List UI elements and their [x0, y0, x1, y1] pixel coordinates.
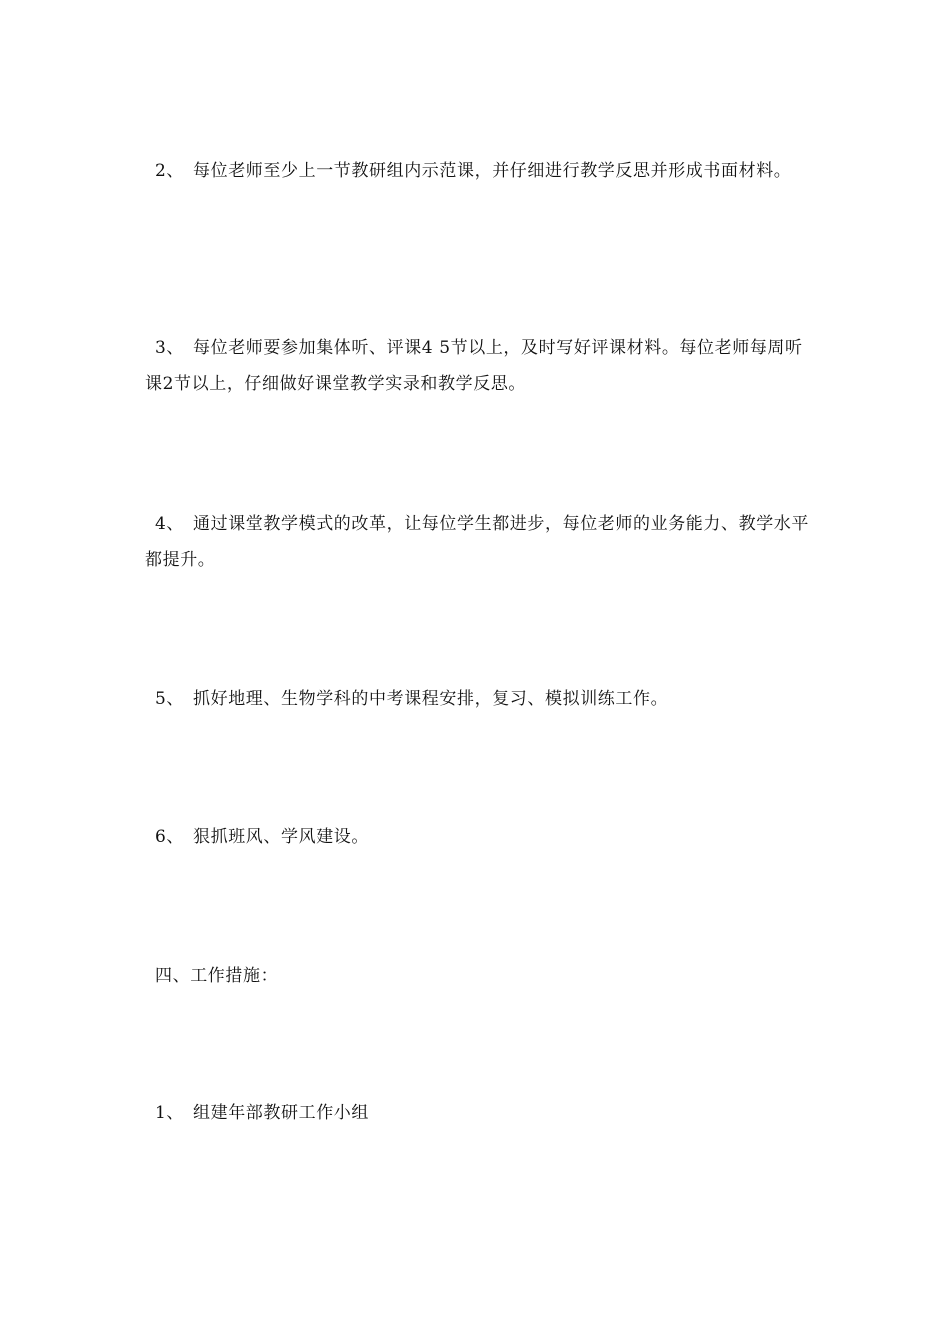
paragraph-measure-1 [145, 1095, 810, 1131]
item-text: 每位老师要参加集体听、评课4 5节以上，及时写好评课材料。每位老师每周听课2节以上，仔细做好课堂教学实录和教学反思。 [145, 338, 803, 394]
paragraph-item-4 [145, 506, 810, 578]
paragraph-item-6 [145, 819, 810, 855]
item-text: 抓好地理、生物学科的中考课程安排，复习、模拟训练工作。 [193, 689, 669, 709]
section-heading-measures [145, 958, 810, 994]
paragraph-item-2 [145, 153, 810, 189]
paragraph-item-5 [145, 681, 810, 717]
paragraph-item-3 [145, 330, 810, 402]
item-number: 4、 [155, 514, 185, 534]
item-number: 6、 [155, 827, 185, 847]
item-text: 每位老师至少上一节教研组内示范课，并仔细进行教学反思并形成书面材料。 [193, 161, 792, 181]
item-number: 3、 [155, 338, 185, 358]
item-number: 1、 [155, 1103, 185, 1123]
item-number: 5、 [155, 689, 185, 709]
item-text: 狠抓班风、学风建设。 [193, 827, 369, 847]
item-text: 组建年部教研工作小组 [193, 1103, 369, 1123]
section-heading-text: 四、工作措施： [155, 966, 279, 986]
item-text: 通过课堂教学模式的改革，让每位学生都进步，每位老师的业务能力、教学水平都提升。 [145, 514, 809, 570]
item-number: 2、 [155, 161, 185, 181]
